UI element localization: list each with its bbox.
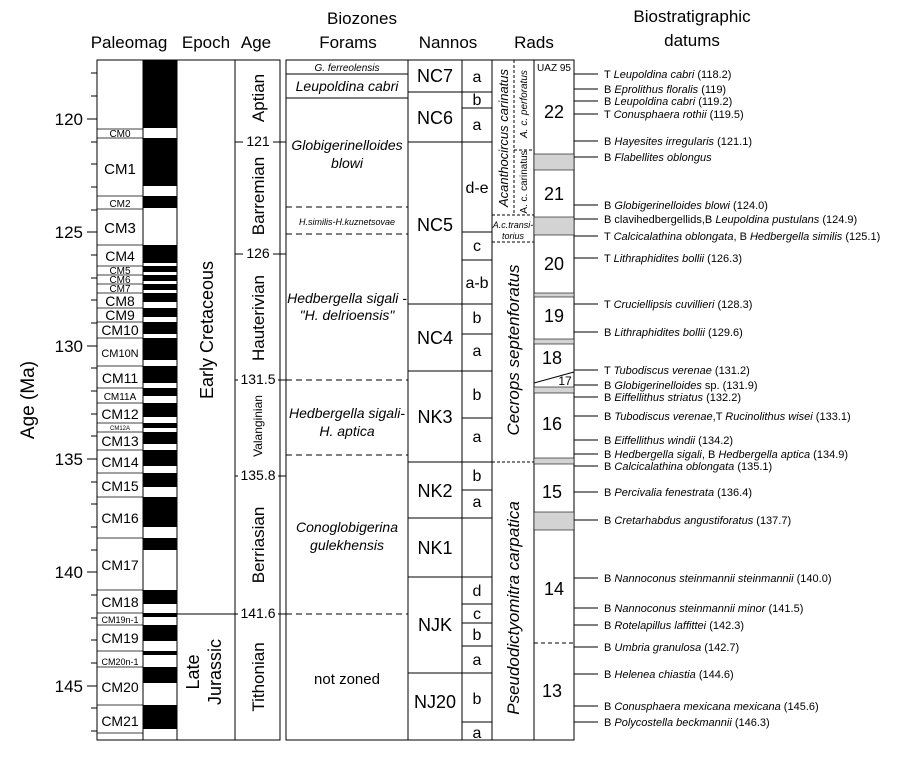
uaz-gap <box>534 293 574 297</box>
nanno-zone-label: NK3 <box>417 407 453 427</box>
foram-zone-label: blowi <box>331 155 363 171</box>
uaz-gap <box>534 217 574 235</box>
subzone-label: a <box>472 429 482 446</box>
nanno-zone-label: NC6 <box>416 108 454 128</box>
datum-type: B <box>604 96 612 108</box>
polarity-band <box>143 366 177 383</box>
datum-age: (142.3) <box>709 620 745 632</box>
uaz-column <box>534 60 574 740</box>
nanno-zone-label: NK1 <box>417 538 453 558</box>
datum-entry <box>604 152 712 164</box>
datum-age: (118.2) <box>697 69 732 81</box>
epoch-late-jurassic-2: Jurassic <box>205 638 225 706</box>
polarity-band <box>143 388 177 396</box>
datum-type: B <box>604 435 612 447</box>
uaz-gap <box>534 458 574 464</box>
chron-label: CM1 <box>104 161 136 178</box>
header-age: Age <box>240 33 272 52</box>
datum-entry <box>604 515 791 527</box>
polarity-band <box>143 275 177 281</box>
rads-labels <box>492 68 534 714</box>
datum-age: (136.4) <box>717 487 752 499</box>
datum-entry <box>604 380 758 392</box>
forams-column <box>286 60 408 740</box>
datum-entry <box>604 327 743 339</box>
datum-taxon: Leupoldina cabri <box>613 69 695 81</box>
datum-entry <box>604 299 752 311</box>
subzone-label: c <box>473 606 481 623</box>
datum-type: B <box>604 449 612 461</box>
datum-entry <box>604 365 750 377</box>
datum-age: (141.5) <box>768 603 804 615</box>
stage-age-label: 135.8 <box>240 467 276 483</box>
stage-barremian: Barremian <box>249 156 268 236</box>
datum-taxon: Leupoldina pustulans <box>715 214 820 226</box>
chron-labels <box>101 129 139 729</box>
uaz-label: 15 <box>541 482 563 502</box>
forams-labels <box>287 63 407 688</box>
subzone-label: a <box>472 343 482 360</box>
datum-entry <box>604 69 731 81</box>
axis-ticks <box>87 73 97 731</box>
foram-zone-label: Conoglobigerina <box>296 519 398 535</box>
foram-zone-label: "H. delrioensis" <box>299 307 395 323</box>
stage-age-label: 126 <box>246 245 270 261</box>
subzone-label: a-b <box>465 275 489 292</box>
polarity-band <box>143 473 177 487</box>
tick-label-140: 140 <box>54 563 83 582</box>
datum-type: B <box>604 152 612 164</box>
datum-taxon: Calcicalathina oblongata <box>614 461 735 473</box>
datum-type: T <box>604 365 611 377</box>
rad-zone-label: Cecrops septenforatus <box>504 264 523 436</box>
chron-label: CM10 <box>101 322 139 338</box>
datum-suffix: sp. <box>701 380 720 392</box>
datum-type: B <box>604 392 612 404</box>
tick-label-145: 145 <box>54 677 83 696</box>
epoch-late-jurassic-1: Late <box>183 654 203 690</box>
polarity-band <box>143 432 177 444</box>
datum-age: (131.9) <box>722 380 758 392</box>
subzone-label: d-e <box>465 180 489 197</box>
datum-taxon-2: Rucinolithus wisei <box>725 411 813 423</box>
datum-taxon: Cretarhabdus angustiforatus <box>614 515 754 527</box>
datum-taxon-2: Hedbergella similis <box>749 231 843 243</box>
header-rads: Rads <box>514 33 554 52</box>
datum-taxon: Eiffellithus striatus <box>614 392 704 404</box>
nanno-zone-label: NC4 <box>416 328 454 348</box>
datum-type: B <box>604 327 612 339</box>
datum-taxon: Hedbergella sigali <box>614 449 702 461</box>
datum-taxon: Helenea chiastia <box>614 669 696 681</box>
datums-list <box>574 69 880 729</box>
datum-age: (124.9) <box>822 214 858 226</box>
foram-zone-label: gulekhensis <box>310 537 384 553</box>
uaz-label: 14 <box>543 579 565 599</box>
tick-label-125: 125 <box>54 223 83 242</box>
stage-berriasian: Berriasian <box>249 506 268 584</box>
datum-taxon: Lithraphidites bollii <box>614 327 705 339</box>
uaz-label: 21 <box>543 184 565 204</box>
datum-type: T <box>604 109 611 121</box>
uaz-gaps <box>534 154 574 530</box>
nannos-column <box>408 60 492 742</box>
chron-label: CM0 <box>109 129 131 140</box>
chron-label: CM16 <box>101 510 139 526</box>
datum-entry <box>604 84 726 96</box>
chron-label: CM7 <box>109 284 131 295</box>
subzone-label: a <box>472 117 482 134</box>
foram-zone-label: Hedbergella sigali - <box>287 290 407 306</box>
header-forams: Forams <box>319 33 377 52</box>
datum-taxon: Umbria granulosa <box>614 642 702 654</box>
uaz-gap <box>534 512 574 530</box>
polarity-band <box>143 423 177 428</box>
polarity-band <box>143 705 177 729</box>
datum-entry <box>604 449 848 461</box>
datum-ticks <box>574 74 598 722</box>
polarity-band <box>143 266 177 272</box>
datum-taxon: Leupoldina cabri <box>614 96 696 108</box>
stage-tithonian: Tithonian <box>249 642 268 712</box>
datum-type: B <box>604 461 612 473</box>
datum-type: B <box>604 411 612 423</box>
tick-label-130: 130 <box>54 337 83 356</box>
datum-entry <box>604 461 772 473</box>
datum-age: (131.2) <box>714 365 750 377</box>
chron-label: CM19 <box>101 630 139 646</box>
datum-taxon: Percivalia fenestrata <box>614 487 715 499</box>
column-headers <box>91 7 751 52</box>
chron-label: CM18 <box>101 594 139 610</box>
rad-zone-label: torius <box>501 231 525 241</box>
uaz-gap <box>534 154 574 170</box>
datum-taxon: Nannoconus steinmannii steinmannii <box>614 573 794 585</box>
datum-age: (119.5) <box>709 109 744 121</box>
chron-label: CM8 <box>105 293 135 309</box>
tick-label-135: 135 <box>54 450 83 469</box>
stage-valanginian: Valanginian <box>251 395 265 457</box>
polarity-band <box>143 322 177 334</box>
stage-age-label: 121 <box>246 133 270 149</box>
nanno-zone-label: NK2 <box>417 481 453 501</box>
polarity-band <box>143 450 177 466</box>
subzone-label: a <box>472 494 482 511</box>
uaz-label: 20 <box>543 254 565 274</box>
polarity-column <box>143 60 177 740</box>
datum-entry <box>604 253 742 265</box>
header-paleomag: Paleomag <box>90 33 168 52</box>
chron-label: CM19n-1 <box>101 615 139 625</box>
datum-taxon: Polycostella beckmannii <box>614 717 732 729</box>
uaz-label: 19 <box>543 306 565 326</box>
datum-type: B <box>604 136 612 148</box>
datum-entry <box>604 231 880 243</box>
datum-age: (134.2) <box>698 435 734 447</box>
datum-entry <box>604 717 770 729</box>
datum-age: (128.3) <box>717 299 753 311</box>
rads-column <box>492 60 534 740</box>
datum-entry <box>604 487 752 499</box>
age-axis <box>18 60 97 740</box>
datum-type: B <box>604 84 612 96</box>
paleomag-chron-column <box>97 60 143 740</box>
polarity-band <box>143 293 177 302</box>
datum-taxon: Tubodiscus verenae <box>613 365 712 377</box>
header-epoch: Epoch <box>181 33 231 52</box>
nanno-zone-label: NC5 <box>416 215 454 235</box>
polarity-band <box>143 651 177 655</box>
chron-label: CM17 <box>101 557 139 573</box>
uaz-label: 13 <box>541 681 563 701</box>
datum-type: T <box>604 253 611 265</box>
datum-age: (133.1) <box>815 411 851 423</box>
subzone-label: a <box>472 725 482 742</box>
datum-type: B <box>604 620 612 632</box>
datum-entry <box>604 109 744 121</box>
datum-age: (134.9) <box>813 449 849 461</box>
datum-entry <box>604 701 819 713</box>
datum-type: B <box>604 380 612 392</box>
tick-label-120: 120 <box>54 110 83 129</box>
subzone-label: b <box>472 627 482 644</box>
foram-zone-label: G. ferreolensis <box>314 63 380 74</box>
datum-age: (124.0) <box>733 200 768 212</box>
datum-entry <box>604 669 734 681</box>
rad-zone-label: A. c. perforatus <box>519 70 530 138</box>
datum-type: B <box>604 669 612 681</box>
datum-type: T <box>604 69 611 81</box>
datum-entry <box>604 411 851 423</box>
datum-taxon: Eprolithus floralis <box>614 84 699 96</box>
datum-entry <box>604 392 741 404</box>
subzone-label: a <box>472 69 482 86</box>
datum-entry <box>604 573 832 585</box>
polarity-band <box>143 667 177 683</box>
datum-taxon: Hayesites irregularis <box>614 136 715 148</box>
datum-type: B <box>604 642 612 654</box>
datum-age: (119.2) <box>698 96 733 108</box>
datum-age: (126.3) <box>707 253 743 265</box>
chron-label: CM4 <box>105 248 135 264</box>
datum-taxon: Eiffellithus windii <box>614 435 696 447</box>
datum-taxon: Globigerinelloides blowi <box>614 200 730 212</box>
datum-age: (121.1) <box>717 136 752 148</box>
nanno-zone-label: NJK <box>417 615 453 635</box>
nanno-zone-label: NJ20 <box>413 692 457 712</box>
foram-zone-label: Globigerinelloides <box>291 137 403 153</box>
epoch-column <box>177 60 286 740</box>
datum-type: B <box>604 717 612 729</box>
polarity-band <box>143 625 177 641</box>
header-datums-1: Biostratigraphic <box>633 7 751 26</box>
foram-zone-label: H. aptica <box>319 423 375 439</box>
polarity-band <box>143 60 177 128</box>
datum-age: (125.1) <box>845 231 881 243</box>
polarity-band <box>143 138 177 186</box>
datum-type: B <box>604 487 612 499</box>
datum-type: B <box>604 701 612 713</box>
chron-label: CM6 <box>109 275 131 286</box>
polarity-band <box>143 403 177 417</box>
datum-separator: , B <box>733 231 747 243</box>
chron-label: CM21 <box>101 713 139 729</box>
datum-age: (140.0) <box>796 573 832 585</box>
subzone-label: c <box>473 238 481 255</box>
uaz-label: 18 <box>541 348 563 368</box>
nanno-zone-labels <box>414 66 456 712</box>
datum-age: (137.7) <box>756 515 792 527</box>
chron-label: CM11A <box>103 392 137 403</box>
datum-age: (142.7) <box>704 642 740 654</box>
chron-label: CM15 <box>101 478 139 494</box>
subzone-label: b <box>472 691 482 708</box>
axis-label: Age (Ma) <box>18 360 39 440</box>
polarity-band <box>143 308 177 317</box>
datum-prefix: clavihedbergellids,B <box>614 214 713 226</box>
datum-taxon: Cruciellipsis cuvillieri <box>613 299 715 311</box>
polarity-band <box>143 613 177 617</box>
datum-age: (146.3) <box>734 717 770 729</box>
datum-taxon: Tubodiscus verenae <box>614 411 713 423</box>
header-biozones: Biozones <box>327 9 397 28</box>
datum-entry <box>604 603 803 615</box>
chron-label: CM12 <box>101 406 139 422</box>
datum-age: (145.6) <box>783 701 819 713</box>
polarity-band <box>143 497 177 527</box>
chron-label: CM20 <box>101 679 139 695</box>
chron-label: CM2 <box>109 199 131 210</box>
datum-type: B <box>604 200 612 212</box>
chron-label: CM12A <box>109 426 131 432</box>
datum-taxon: Rotelapillus laffittei <box>614 620 707 632</box>
polarity-band <box>143 338 177 360</box>
polarity-band <box>143 590 177 604</box>
datum-taxon-2: Hedbergella aptica <box>718 449 811 461</box>
uaz-gap <box>534 339 574 344</box>
rad-zone-label: Pseudodictyomitra carpatica <box>504 501 523 715</box>
chron-label: CM11 <box>101 370 139 386</box>
datum-type: T <box>604 231 611 243</box>
datum-type: B <box>604 603 612 615</box>
datum-taxon: Globigerinelloides <box>614 380 702 392</box>
datum-type: B <box>604 573 612 585</box>
rad-zone-label: Acanthocircus carinatus <box>496 68 511 208</box>
subzone-label: b <box>472 387 482 404</box>
uaz-label: 17 <box>558 374 572 388</box>
datum-type: B <box>604 515 612 527</box>
header-nannos: Nannos <box>418 33 478 52</box>
chron-label: CM20n-1 <box>101 657 139 667</box>
subzone-label: d <box>472 583 482 600</box>
datum-type: B <box>604 214 612 226</box>
datum-taxon: Conusphaera rothii <box>613 109 707 121</box>
stage-column <box>235 60 286 740</box>
chron-label: CM9 <box>105 307 135 323</box>
datum-entry <box>604 136 752 148</box>
datum-entry <box>604 642 739 654</box>
nannos-frame <box>408 60 462 740</box>
chron-label: CM14 <box>101 454 139 470</box>
polarity-band <box>143 284 177 290</box>
chron-label: CM13 <box>101 433 139 449</box>
subzone-label: b <box>472 310 482 327</box>
datum-age: (132.2) <box>706 392 741 404</box>
datum-type: T <box>604 299 611 311</box>
datum-entry <box>604 96 732 108</box>
datum-taxon: Flabellites oblongus <box>614 152 712 164</box>
polarity-band <box>143 538 177 550</box>
foram-zone-label: Hedbergella sigali- <box>289 405 405 421</box>
datum-taxon: Calcicalathina oblongata <box>613 231 734 243</box>
foram-zone-label: Leupoldina cabri <box>295 78 399 94</box>
uaz-header: UAZ 95 <box>537 63 571 74</box>
uaz-label: 16 <box>541 414 563 434</box>
chron-label: CM3 <box>104 220 136 237</box>
stage-age-label: 141.6 <box>240 605 276 621</box>
rad-zone-label: A. c. carinatus <box>519 150 530 214</box>
datum-separator: ,T <box>712 411 723 423</box>
stage-aptian: Aptian <box>249 73 268 123</box>
rad-zone-label: A.c.transi- <box>492 220 534 230</box>
chron-label: CM5 <box>109 266 131 277</box>
foram-zone-label: not zoned <box>314 671 380 688</box>
datum-taxon: Conusphaera mexicana mexicana <box>614 701 781 713</box>
polarity-band <box>143 245 177 263</box>
axis-tick-labels <box>55 110 83 696</box>
subzone-label: b <box>472 468 482 485</box>
epoch-early-cretaceous: Early Cretaceous <box>197 260 217 400</box>
subzone-label: b <box>472 92 482 109</box>
datum-taxon: Nannoconus steinmannii minor <box>614 603 766 615</box>
datum-entry <box>604 620 744 632</box>
stage-age-label: 131.5 <box>240 371 276 387</box>
uaz-label: 22 <box>543 102 565 122</box>
foram-zone-label: H.similis-H.kuznetsovae <box>298 217 396 227</box>
header-datums-2: datums <box>664 31 720 50</box>
subzone-label: a <box>472 652 482 669</box>
datum-age: (135.1) <box>737 461 773 473</box>
datum-age: (144.6) <box>698 669 734 681</box>
datum-entry <box>604 200 768 212</box>
nanno-zone-label: NC7 <box>416 66 454 86</box>
datum-entry <box>604 435 733 447</box>
stage-hauterivian: Hauterivian <box>249 275 268 361</box>
datum-entry <box>604 214 857 226</box>
polarity-band <box>143 196 177 208</box>
chron-label: CM10N <box>101 348 139 360</box>
normal-polarity-bands <box>143 60 177 729</box>
datum-age: (129.6) <box>707 327 743 339</box>
datum-taxon: Lithraphidites bollii <box>613 253 705 265</box>
datum-age: (119) <box>701 84 727 96</box>
datum-separator: , B <box>701 449 716 461</box>
nanno-subzone-labels <box>465 69 488 742</box>
